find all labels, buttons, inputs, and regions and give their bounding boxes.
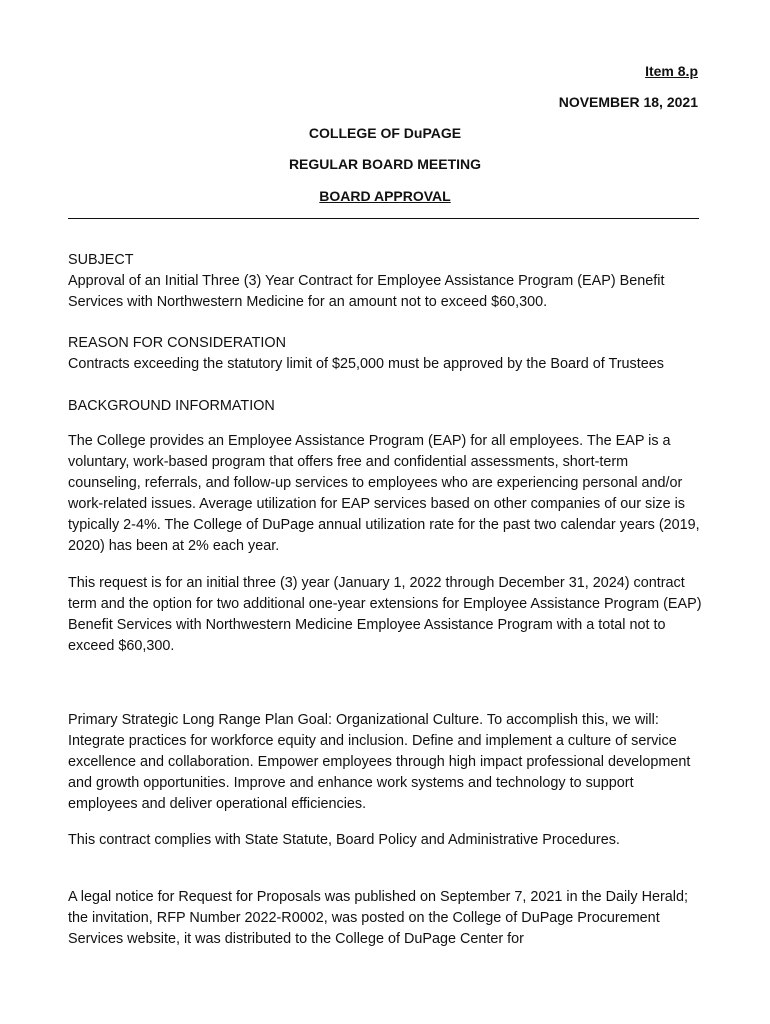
background-paragraph-2: This request is for an initial three (3) year (January 1, 2022 through December 31, 2024) contract term and the option for two additional one-year extensions for Employee Assistance Program (EAP) Benefit Services with Northwestern Medicine Employee Assistance Program with a total not to exceed $60,300. [68, 575, 702, 654]
background-heading: BACKGROUND INFORMATION [68, 398, 275, 414]
background-paragraph-1: The College provides an Employee Assistance Program (EAP) for all employees. The EAP is a voluntary, work-based program that offers free and confidential assessments, short-term counseling, referrals, and follow-up services to employees who are experiencing personal and/or work-related issues. Average utilization for EAP services based on other companies of our size is typically 2-4%. The College of DuPage annual utilization rate for the past two calendar years (2019, 2020) has been at 2% each year. [68, 433, 700, 554]
meeting-type: REGULAR BOARD MEETING [288, 156, 482, 172]
subject-section [68, 250, 702, 313]
legal-notice-paragraph: A legal notice for Request for Proposals was published on September 7, 2021 in the Daily Herald; the invitation, RFP Number 2022-R0002, was posted on the College of DuPage Procurement Services website, it was distributed to the College of DuPage Center for [68, 889, 688, 947]
reason-heading: REASON FOR CONSIDERATION [68, 335, 287, 351]
header-divider [68, 218, 699, 219]
approval-type: BOARD APPROVAL [319, 188, 451, 204]
meeting-date: NOVEMBER 18, 2021 [558, 94, 698, 110]
reason-section [68, 333, 702, 375]
college-name: COLLEGE OF DuPAGE [308, 125, 462, 141]
compliance-paragraph: This contract complies with State Statute, Board Policy and Administrative Procedures. [68, 832, 620, 848]
subject-text: Approval of an Initial Three (3) Year Contract for Employee Assistance Program (EAP) Benefit Services with Northwestern Medicine for an amount not to exceed $60,300. [68, 273, 665, 310]
subject-heading: SUBJECT [68, 252, 134, 268]
strategic-plan-paragraph: Primary Strategic Long Range Plan Goal: Organizational Culture. To accomplish this, we will: Integrate practices for workforce equity and inclusion. Define and implement a culture of service excellence and collaboration. Empower employees through high impact professional development and growth opportunities. Improve and enhance work systems and technology to support employees and deliver operational efficiencies. [68, 712, 691, 812]
item-number: Item 8.p [645, 63, 698, 79]
reason-text: Contracts exceeding the statutory limit of $25,000 must be approved by the Board of Trustees [68, 356, 664, 372]
